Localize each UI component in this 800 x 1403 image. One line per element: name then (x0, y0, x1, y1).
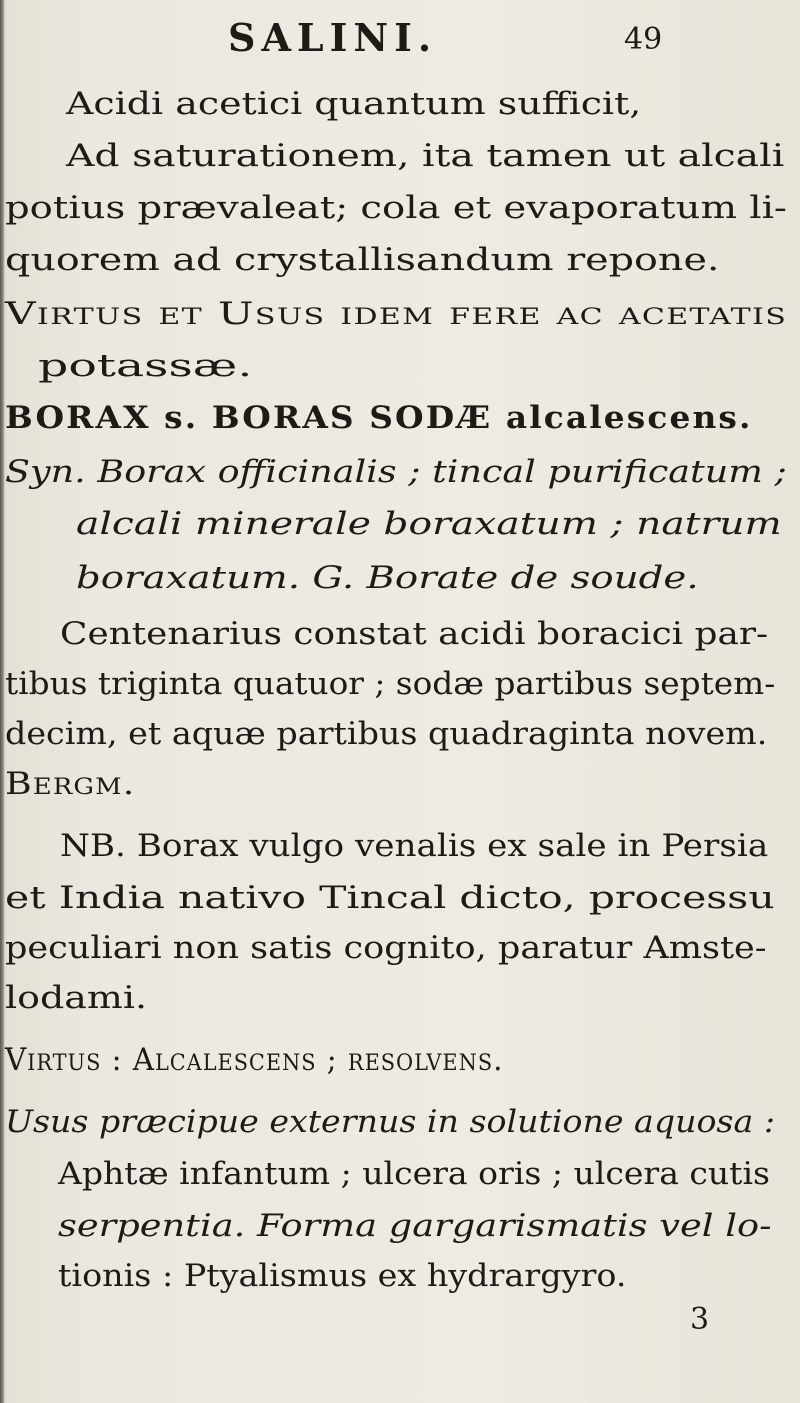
text-line: Virtus : Alcalescens ; resolvens. (5, 1042, 504, 1078)
text-line: potassæ. (38, 348, 253, 384)
text-line: Ad saturationem, ita tamen ut alcali (66, 138, 785, 174)
text-line: NB. Borax vulgo venalis ex sale in Persia (60, 828, 769, 864)
text-line: quorem ad crystallisandum repone. (5, 242, 720, 278)
text-line: serpentia. Forma gargarismatis vel lo- (58, 1208, 772, 1244)
text-line: et India nativo Tincal dicto, processu (5, 880, 775, 916)
text-line: Usus præcipue externus in solutione aquosa : (5, 1104, 776, 1140)
text-line: boraxatum. G. Borate de soude. (76, 560, 699, 596)
text-line: peculiari non satis cognito, paratur Amste- (5, 930, 767, 966)
text-line: decim, et aquæ partibus quadraginta novem. (5, 716, 768, 752)
text-line: tionis : Ptyalismus ex hydrargyro. (58, 1258, 627, 1294)
signature-mark: 3 (690, 1302, 710, 1337)
text-line: Syn. Borax officinalis ; tincal purificatum ; (5, 454, 787, 490)
running-title: SALINI. (228, 15, 438, 60)
text-line: tibus triginta quatuor ; sodæ partibus septem- (5, 666, 776, 702)
text-line: Virtus et Usus idem fere ac acetatis (5, 296, 788, 332)
section-heading-borax: BORAX s. BORAS SODÆ alcalescens. (5, 400, 753, 436)
text-line: lodami. (5, 980, 148, 1016)
text-line: Centenarius constat acidi boracici par- (60, 616, 769, 652)
text-line: Acidi acetici quantum sufficit, (66, 86, 642, 122)
text-line: potius prævaleat; cola et evaporatum li- (5, 190, 787, 226)
text-line: alcali minerale boraxatum ; natrum (76, 506, 782, 542)
page-number: 49 (624, 22, 663, 57)
text-line: Aphtæ infantum ; ulcera oris ; ulcera cutis (58, 1156, 770, 1192)
text-line: Bergm. (5, 766, 136, 802)
